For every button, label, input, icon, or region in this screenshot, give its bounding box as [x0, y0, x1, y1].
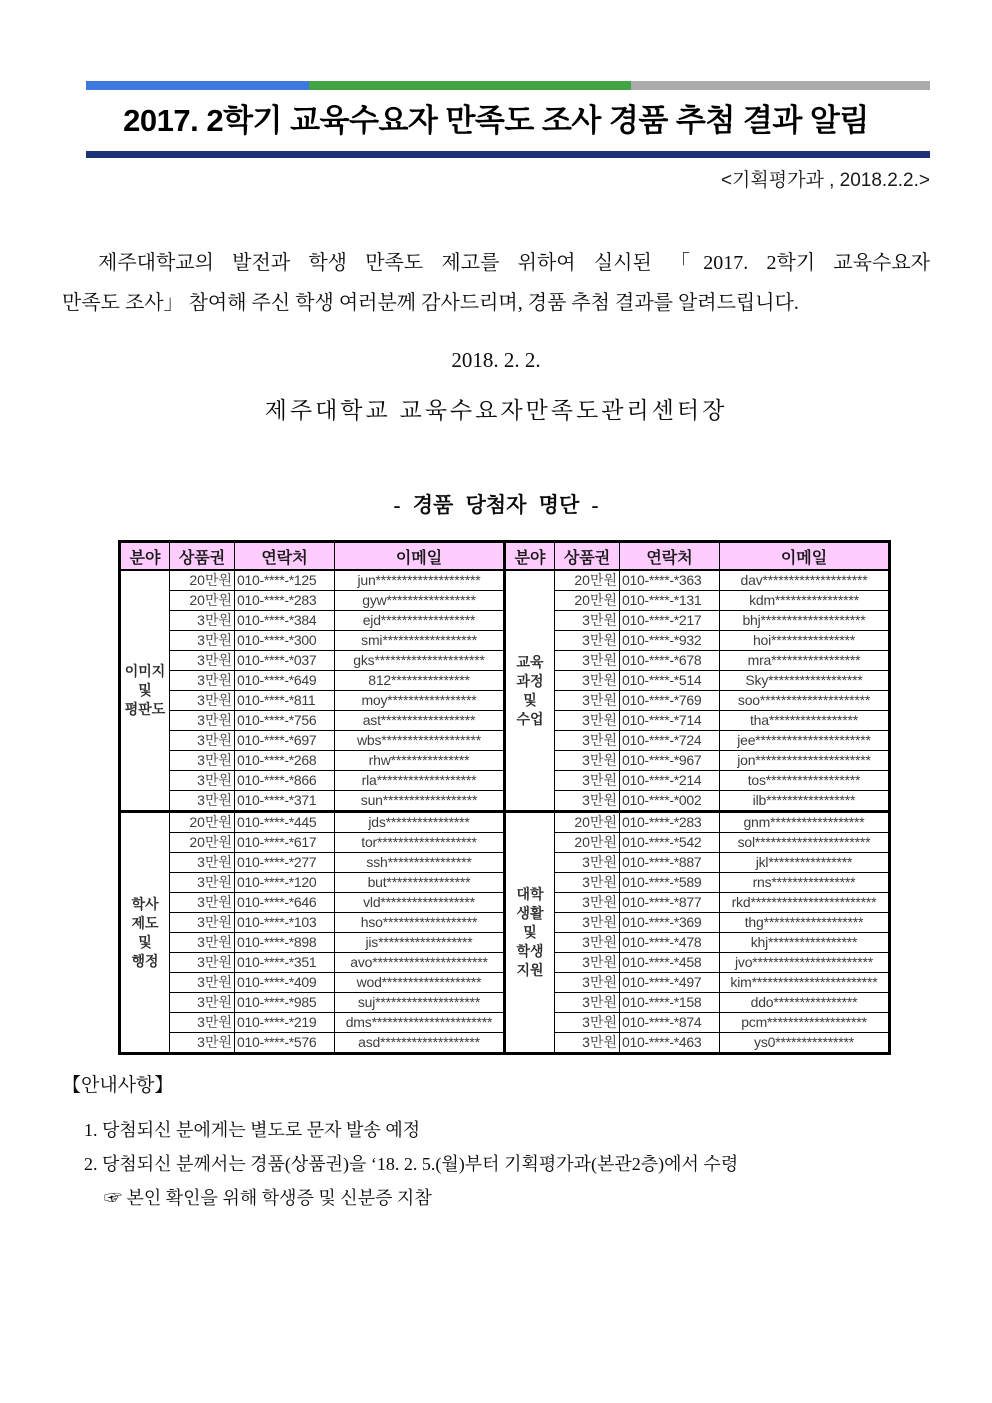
prize-cell: 3만원 [555, 631, 620, 651]
prize-cell: 3만원 [555, 1033, 620, 1054]
email-cell: but**************** [335, 873, 505, 893]
prize-cell: 20만원 [170, 591, 235, 611]
email-cell: tor******************* [335, 833, 505, 853]
email-cell: tha***************** [720, 711, 890, 731]
prize-cell: 3만원 [170, 893, 235, 913]
prize-cell: 3만원 [555, 933, 620, 953]
department-date-line: <기획평가과 , 2018.2.2.> [720, 170, 930, 191]
prize-cell: 3만원 [170, 953, 235, 973]
phone-cell: 010-****-*458 [620, 953, 720, 973]
phone-cell: 010-****-*363 [620, 570, 720, 591]
prize-cell: 3만원 [170, 853, 235, 873]
phone-cell: 010-****-*646 [235, 893, 335, 913]
prize-cell: 3만원 [555, 651, 620, 671]
phone-cell: 010-****-*371 [235, 791, 335, 812]
phone-cell: 010-****-*756 [235, 711, 335, 731]
winners-table [118, 540, 891, 1055]
email-cell: hso****************** [335, 913, 505, 933]
prize-cell: 3만원 [555, 611, 620, 631]
email-cell: soo********************* [720, 691, 890, 711]
email-cell: moy***************** [335, 691, 505, 711]
email-cell: jkl**************** [720, 853, 890, 873]
prize-cell: 3만원 [170, 973, 235, 993]
prize-cell: 3만원 [555, 751, 620, 771]
prize-cell: 3만원 [170, 731, 235, 751]
prize-cell: 20만원 [555, 812, 620, 833]
phone-cell: 010-****-*283 [620, 812, 720, 833]
phone-cell: 010-****-*932 [620, 631, 720, 651]
phone-cell: 010-****-*103 [235, 913, 335, 933]
phone-cell: 010-****-*283 [235, 591, 335, 611]
prize-cell: 3만원 [170, 913, 235, 933]
column-header: 이메일 [335, 542, 505, 571]
prize-cell: 3만원 [170, 993, 235, 1013]
email-cell: rhw*************** [335, 751, 505, 771]
decorative-topbar [86, 81, 930, 90]
prize-cell: 3만원 [170, 1013, 235, 1033]
winners-table-head [120, 542, 890, 571]
email-cell: avo********************** [335, 953, 505, 973]
email-cell: wod******************* [335, 973, 505, 993]
phone-cell: 010-****-*037 [235, 651, 335, 671]
email-cell: ys0*************** [720, 1033, 890, 1054]
prize-cell: 20만원 [170, 570, 235, 591]
email-cell: khj***************** [720, 933, 890, 953]
prize-cell: 20만원 [170, 833, 235, 853]
email-cell: rkd************************ [720, 893, 890, 913]
prize-cell: 3만원 [555, 1013, 620, 1033]
email-cell: wbs******************* [335, 731, 505, 751]
phone-cell: 010-****-*497 [620, 973, 720, 993]
phone-cell: 010-****-*277 [235, 853, 335, 873]
phone-cell: 010-****-*384 [235, 611, 335, 631]
note-sub-item: ☞ 본인 확인을 위해 학생증 및 신분증 지참 [104, 1188, 432, 1208]
prize-cell: 3만원 [555, 993, 620, 1013]
category-cell: 대학 생활 및 학생 지원 [505, 812, 555, 1054]
prize-cell: 3만원 [555, 731, 620, 751]
prize-cell: 3만원 [555, 873, 620, 893]
email-cell: jun******************** [335, 570, 505, 591]
phone-cell: 010-****-*866 [235, 771, 335, 791]
prize-cell: 3만원 [170, 933, 235, 953]
email-cell: bhj******************** [720, 611, 890, 631]
email-cell: asd******************* [335, 1033, 505, 1054]
phone-cell: 010-****-*445 [235, 812, 335, 833]
phone-cell: 010-****-*877 [620, 893, 720, 913]
email-cell: suj******************** [335, 993, 505, 1013]
email-cell: dav******************** [720, 570, 890, 591]
note-item-2: 2. 당첨되신 분께서는 경품(상품권)을 ‘18. 2. 5.(월)부터 기획평가과(본관2층)에서 수령 [84, 1154, 739, 1174]
email-cell: ddo**************** [720, 993, 890, 1013]
phone-cell: 010-****-*589 [620, 873, 720, 893]
email-cell: sun****************** [335, 791, 505, 812]
note-item-1: 1. 당첨되신 분에게는 별도로 문자 발송 예정 [84, 1120, 421, 1140]
email-cell: thg******************* [720, 913, 890, 933]
prize-cell: 3만원 [170, 771, 235, 791]
prize-cell: 3만원 [170, 791, 235, 812]
email-cell: hoi**************** [720, 631, 890, 651]
notes-heading: 【안내사항】 [62, 1075, 174, 1096]
email-cell: rla******************* [335, 771, 505, 791]
email-cell: gks********************* [335, 651, 505, 671]
column-header: 분야 [505, 542, 555, 571]
email-cell: kim************************ [720, 973, 890, 993]
prize-cell: 3만원 [555, 953, 620, 973]
prize-cell: 3만원 [555, 691, 620, 711]
email-cell: sol********************** [720, 833, 890, 853]
phone-cell: 010-****-*724 [620, 731, 720, 751]
winners-table-body [120, 570, 890, 1054]
email-cell: smi****************** [335, 631, 505, 651]
column-header: 상품권 [170, 542, 235, 571]
phone-cell: 010-****-*697 [235, 731, 335, 751]
email-cell: pcm******************* [720, 1013, 890, 1033]
email-cell: jds**************** [335, 812, 505, 833]
phone-cell: 010-****-*874 [620, 1013, 720, 1033]
phone-cell: 010-****-*158 [620, 993, 720, 1013]
phone-cell: 010-****-*811 [235, 691, 335, 711]
page-title: 2017. 2학기 교육수요자 만족도 조사 경품 추첨 결과 알림 [123, 103, 869, 138]
column-header: 분야 [120, 542, 170, 571]
prize-cell: 3만원 [170, 671, 235, 691]
prize-cell: 3만원 [555, 913, 620, 933]
announcement-date: 2018. 2. 2. [451, 348, 541, 372]
title-underline-rule [86, 151, 930, 158]
phone-cell: 010-****-*478 [620, 933, 720, 953]
prize-cell: 3만원 [555, 973, 620, 993]
phone-cell: 010-****-*769 [620, 691, 720, 711]
prize-cell: 20만원 [170, 812, 235, 833]
phone-cell: 010-****-*542 [620, 833, 720, 853]
phone-cell: 010-****-*217 [620, 611, 720, 631]
email-cell: kdm**************** [720, 591, 890, 611]
phone-cell: 010-****-*131 [620, 591, 720, 611]
phone-cell: 010-****-*214 [620, 771, 720, 791]
phone-cell: 010-****-*219 [235, 1013, 335, 1033]
column-header: 상품권 [555, 542, 620, 571]
category-cell: 학사 제도 및 행정 [120, 812, 170, 1054]
phone-cell: 010-****-*351 [235, 953, 335, 973]
phone-cell: 010-****-*649 [235, 671, 335, 691]
email-cell: ejd****************** [335, 611, 505, 631]
signature-line: 제주대학교 교육수요자만족도관리센터장 [264, 398, 728, 423]
email-cell: gyw***************** [335, 591, 505, 611]
phone-cell: 010-****-*268 [235, 751, 335, 771]
prize-cell: 3만원 [170, 611, 235, 631]
phone-cell: 010-****-*898 [235, 933, 335, 953]
email-cell: mra***************** [720, 651, 890, 671]
winners-list-title: - 경품 당첨자 명단 - [393, 493, 599, 517]
prize-cell: 3만원 [170, 691, 235, 711]
prize-cell: 20만원 [555, 833, 620, 853]
email-cell: gnm****************** [720, 812, 890, 833]
phone-cell: 010-****-*125 [235, 570, 335, 591]
intro-paragraph-line-1: 제주대학교의 발전과 학생 만족도 제고를 위하여 실시된 「2017. 2학기 교육수요자 [98, 252, 930, 274]
category-cell: 이미지 및 평판도 [120, 570, 170, 812]
phone-cell: 010-****-*967 [620, 751, 720, 771]
prize-cell: 3만원 [555, 771, 620, 791]
topbar-green-segment [309, 81, 631, 90]
prize-cell: 3만원 [170, 651, 235, 671]
column-header: 이메일 [720, 542, 890, 571]
phone-cell: 010-****-*120 [235, 873, 335, 893]
phone-cell: 010-****-*887 [620, 853, 720, 873]
column-header: 연락처 [620, 542, 720, 571]
phone-cell: 010-****-*576 [235, 1033, 335, 1054]
prize-cell: 3만원 [555, 853, 620, 873]
prize-cell: 20만원 [555, 570, 620, 591]
prize-cell: 3만원 [170, 631, 235, 651]
email-cell: ast****************** [335, 711, 505, 731]
prize-cell: 3만원 [555, 711, 620, 731]
email-cell: jis****************** [335, 933, 505, 953]
email-cell: 812*************** [335, 671, 505, 691]
prize-cell: 3만원 [170, 1033, 235, 1054]
email-cell: ssh**************** [335, 853, 505, 873]
email-cell: jon********************** [720, 751, 890, 771]
email-cell: jee********************** [720, 731, 890, 751]
phone-cell: 010-****-*002 [620, 791, 720, 812]
phone-cell: 010-****-*985 [235, 993, 335, 1013]
category-cell: 교육 과정 및 수업 [505, 570, 555, 812]
topbar-blue-segment [86, 81, 309, 90]
phone-cell: 010-****-*714 [620, 711, 720, 731]
email-cell: dms*********************** [335, 1013, 505, 1033]
intro-paragraph-line-2: 만족도 조사」 참여해 주신 학생 여러분께 감사드리며, 경품 추첨 결과를 알려드립니다. [62, 292, 799, 314]
phone-cell: 010-****-*463 [620, 1033, 720, 1054]
prize-cell: 3만원 [170, 873, 235, 893]
email-cell: vld****************** [335, 893, 505, 913]
phone-cell: 010-****-*409 [235, 973, 335, 993]
prize-cell: 3만원 [555, 791, 620, 812]
prize-cell: 3만원 [555, 893, 620, 913]
prize-cell: 3만원 [170, 711, 235, 731]
phone-cell: 010-****-*514 [620, 671, 720, 691]
prize-cell: 3만원 [170, 751, 235, 771]
phone-cell: 010-****-*617 [235, 833, 335, 853]
email-cell: tos****************** [720, 771, 890, 791]
email-cell: Sky****************** [720, 671, 890, 691]
topbar-gray-segment [631, 81, 930, 90]
phone-cell: 010-****-*678 [620, 651, 720, 671]
phone-cell: 010-****-*300 [235, 631, 335, 651]
phone-cell: 010-****-*369 [620, 913, 720, 933]
column-header: 연락처 [235, 542, 335, 571]
email-cell: ilb***************** [720, 791, 890, 812]
prize-cell: 20만원 [555, 591, 620, 611]
email-cell: jvo*********************** [720, 953, 890, 973]
email-cell: rns**************** [720, 873, 890, 893]
prize-cell: 3만원 [555, 671, 620, 691]
